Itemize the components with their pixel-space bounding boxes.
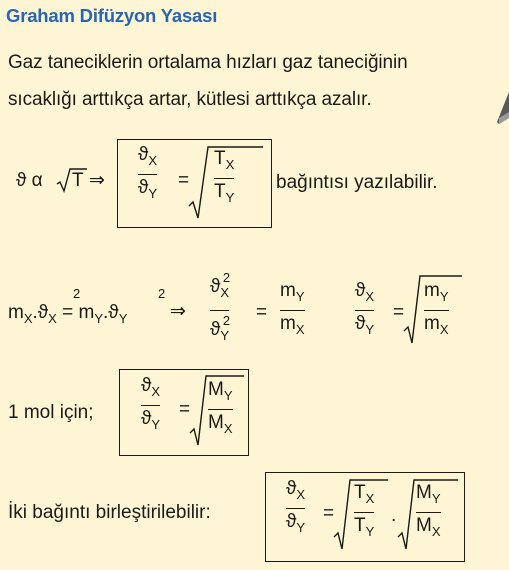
velocity-ratio-fraction: $ϑ_X$ $ϑ_Y$ xyxy=(141,375,161,433)
relation-caption: bağıntısı yazılabilir. xyxy=(276,172,438,193)
equals-sign: = xyxy=(393,302,405,323)
mass-inverse-ratio: $m_Y$ $m_X$ xyxy=(280,280,305,338)
T-variable: T xyxy=(72,170,84,191)
pen-icon xyxy=(495,92,509,126)
velocity-ratio-fraction: $ϑ_X$ $ϑ_Y$ xyxy=(138,144,158,202)
velocity-ratio-fraction: $ϑ_X$ $ϑ_Y$ xyxy=(286,478,306,536)
intro-line-2: sıcaklığı arttıkça artar, kütlesi arttıkça azalır. xyxy=(8,89,372,110)
combine-label: İki bağıntı birleştirilebilir: xyxy=(8,502,211,523)
intro-line-1: Gaz taneciklerin ortalama hızları gaz taneciğinin xyxy=(8,52,408,73)
implies-arrow: ⇒ xyxy=(170,301,186,322)
page-title: Graham Difüzyon Yasası xyxy=(6,5,218,26)
exponent-2: 2 xyxy=(73,286,81,301)
equals-sign: = xyxy=(178,170,190,191)
temperature-ratio-fraction: $T_X$ $T_Y$ xyxy=(214,148,235,206)
molar-mass-ratio-fraction: $M_Y$ $M_X$ xyxy=(416,482,441,540)
multiply-dot: . xyxy=(391,505,397,526)
kinetic-energy-equality: $m_X.ϑ_X = m_Y.ϑ_Y$ xyxy=(8,302,128,326)
alpha-symbol: α xyxy=(31,170,43,191)
one-mole-label: 1 mol için; xyxy=(8,402,94,423)
equals-sign: = xyxy=(256,302,268,323)
equals-sign: = xyxy=(323,503,335,524)
vartheta-symbol: ϑ xyxy=(16,170,27,191)
velocity-squared-ratio: $ϑ_X$ 2 $ϑ_Y$ 2 xyxy=(210,270,231,344)
row1-prefix xyxy=(16,170,43,192)
implies-arrow: ⇒ xyxy=(89,170,105,191)
molar-mass-ratio-fraction: $M_Y$ $M_X$ xyxy=(208,379,233,437)
equals-sign: = xyxy=(179,399,191,420)
temperature-ratio-fraction: $T_X$ $T_Y$ xyxy=(354,482,375,540)
mass-ratio-fraction: $m_Y$ $m_X$ xyxy=(424,280,449,338)
velocity-ratio-fraction: $ϑ_X$ $ϑ_Y$ xyxy=(355,280,375,338)
exponent-2: 2 xyxy=(158,286,166,301)
